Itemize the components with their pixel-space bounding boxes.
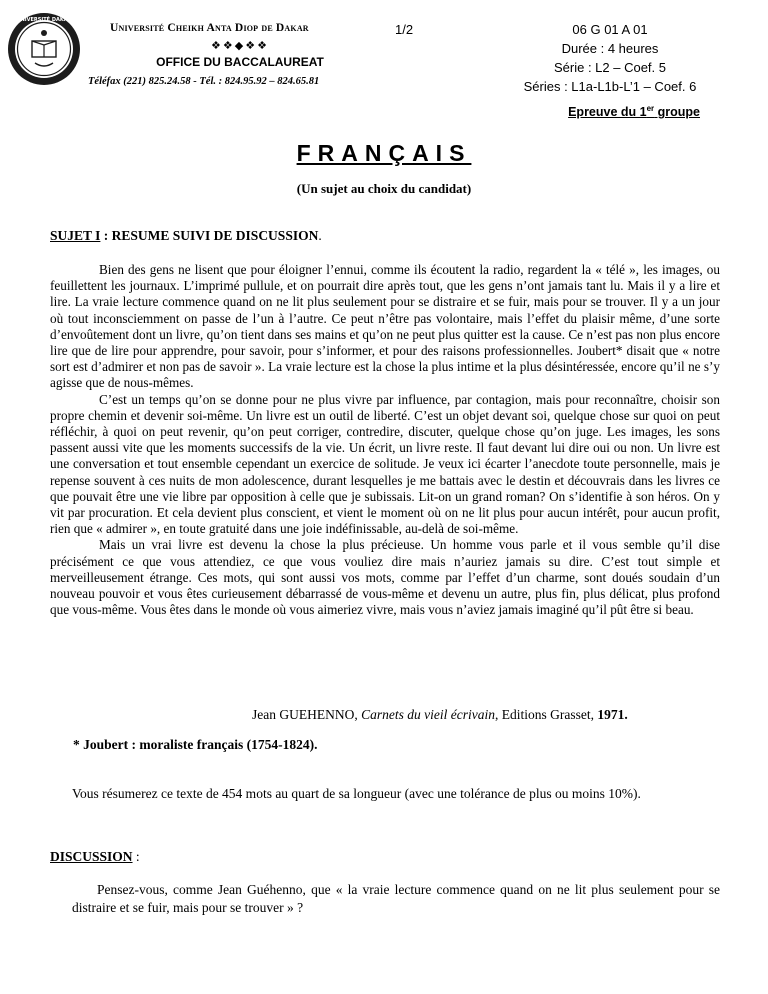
epreuve-group: Epreuve du 1er groupe — [568, 104, 700, 120]
discussion-heading: DISCUSSION : — [50, 849, 140, 864]
source-text — [50, 262, 720, 618]
exam-duration: Durée : 4 heures — [561, 41, 659, 56]
summary-instruction: Vous résumerez ce texte de 454 mots au quart de sa longueur (avec une tolérance de plus ou moins 10%). — [72, 786, 641, 801]
text-paragraph: C’est un temps qu’on se donne pour ne plus vivre par influence, par contagion, mais pour reconnaître, choisir son propre chemin et devenir soi-même. Un livre est un outil de liberté. C’est un objet devant soi, quelque chose sur quoi on peut réfléchir, à quoi on peut revenir, qu’on peut corriger, contredire, discuter, quelque chose qu’on juge. Les images, les sons passent aussi vite que les moments successifs de la vie. Un écrit, un livre reste. Il faut devant lui dire oui ou non. Un livre est une conversation et tout ensemble cependant un exercice de solitude. Je veux ici écarter l’anecdote toute personnelle, mais je repense souvent à ces nuits de mon adolescence, durant lesquelles je me battais avec le destin et découvrais dans les livres ce que pouvait être une vie libre par opposition à celle que je subissais. Lit-on un grand roman? On s’identifie à son héros. On y vit par procuration. Et cela devient plus conscient, et vient le moment où on ne lit plus pour aucun intérêt, pour aucun profit, rien que « admirer », en toute gratuité dans une joie indéfinissable, au-delà de soi-même. — [50, 391, 720, 537]
university-name: Université Cheikh Anta Diop de Dakar — [110, 22, 309, 34]
text-paragraph: Mais un vrai livre est devenu la chose la plus précieuse. Un homme vous parle et il vous semble qu’il dise précisément ce que vous attendiez, ce que vous vouliez dire mais n’auriez jamais su dire. C’est tout simple et merveilleusement étrange. Ces mots, qui sont aussi vos mots, comme par l’effet d’un charme, sont doués soudain d’un nouveau pouvoir et vous êtes curieusement débarrassé de vous-même et devenu un autre, plus fin, plus délicat, plus profond que vous-même. Vous êtes dans le monde où vous aimeriez vivre, mais vous n’aviez jamais imaginé qu’il pût être si beau. — [50, 537, 720, 618]
svg-text:UNIVERSITÉ DAKAR: UNIVERSITÉ DAKAR — [16, 17, 72, 23]
university-seal-logo — [5, 11, 83, 87]
text-source: Jean GUEHENNO, Carnets du vieil écrivain, Editions Grasset, 1971. — [252, 707, 628, 722]
page-number: 1/2 — [395, 22, 414, 37]
subject-choice-note: (Un sujet au choix du candidat) — [296, 181, 472, 196]
exam-series: Séries : L1a-L1b-L’1 – Coef. 6 — [523, 79, 697, 94]
subject-title: FRANÇAIS — [296, 140, 472, 166]
ornament-divider: ❖❖◆❖❖ — [211, 40, 269, 52]
issuer-block — [88, 22, 370, 87]
contact-line: Téléfax (221) 825.24.58 - Tél. : 824.95.92 – 824.65.81 — [88, 76, 320, 87]
sujet-heading: SUJET I : RESUME SUIVI DE DISCUSSION. — [50, 228, 322, 243]
footnote: * Joubert : moraliste français (1754-1824). — [73, 737, 318, 752]
exam-info — [500, 20, 720, 96]
office-name: OFFICE DU BACCALAUREAT — [156, 55, 324, 69]
discussion-question: Pensez-vous, comme Jean Guéhenno, que « la vraie lecture commence quand on ne lit plus seulement pour se distraire et se fuir, mais pour se trouver » ? — [72, 882, 720, 915]
exam-serie: Série : L2 – Coef. 5 — [553, 60, 666, 75]
text-paragraph: Bien des gens ne lisent que pour éloigner l’ennui, comme ils écoutent la radio, regardent la « télé », les images, ou feuillettent les journaux. L’imprimé pullule, et on pourrait dire après tout, que les gens n’ont jamais tant lu. Mais il y a lire et lire. La vraie lecture commence quand on ne lit plus seulement pour se distraire et se fuir, mais pour se trouver. Il y a un jour où tout inconsciemment on passe de l’un à l’autre. Ce peut n’être pas volontaire, mais l’effet du plaisir même, d’une sorte d’envoûtement dont un livre, qu’on tient dans ses mains et qu’on ne peut plus quitter est la cause. Ce n’est pas non plus encore lire que de lire pour apprendre, pour savoir, pour s’informer, et pour des raisons professionnelles. Joubert* disait que « notre sort est d’admirer et non pas de savoir ». La vraie lecture est la chose la plus intime et la plus désintéressée, encore qu’il ne s’y agisse que de nous-mêmes. — [50, 262, 720, 391]
exam-code: 06 G 01 A 01 — [572, 22, 648, 37]
